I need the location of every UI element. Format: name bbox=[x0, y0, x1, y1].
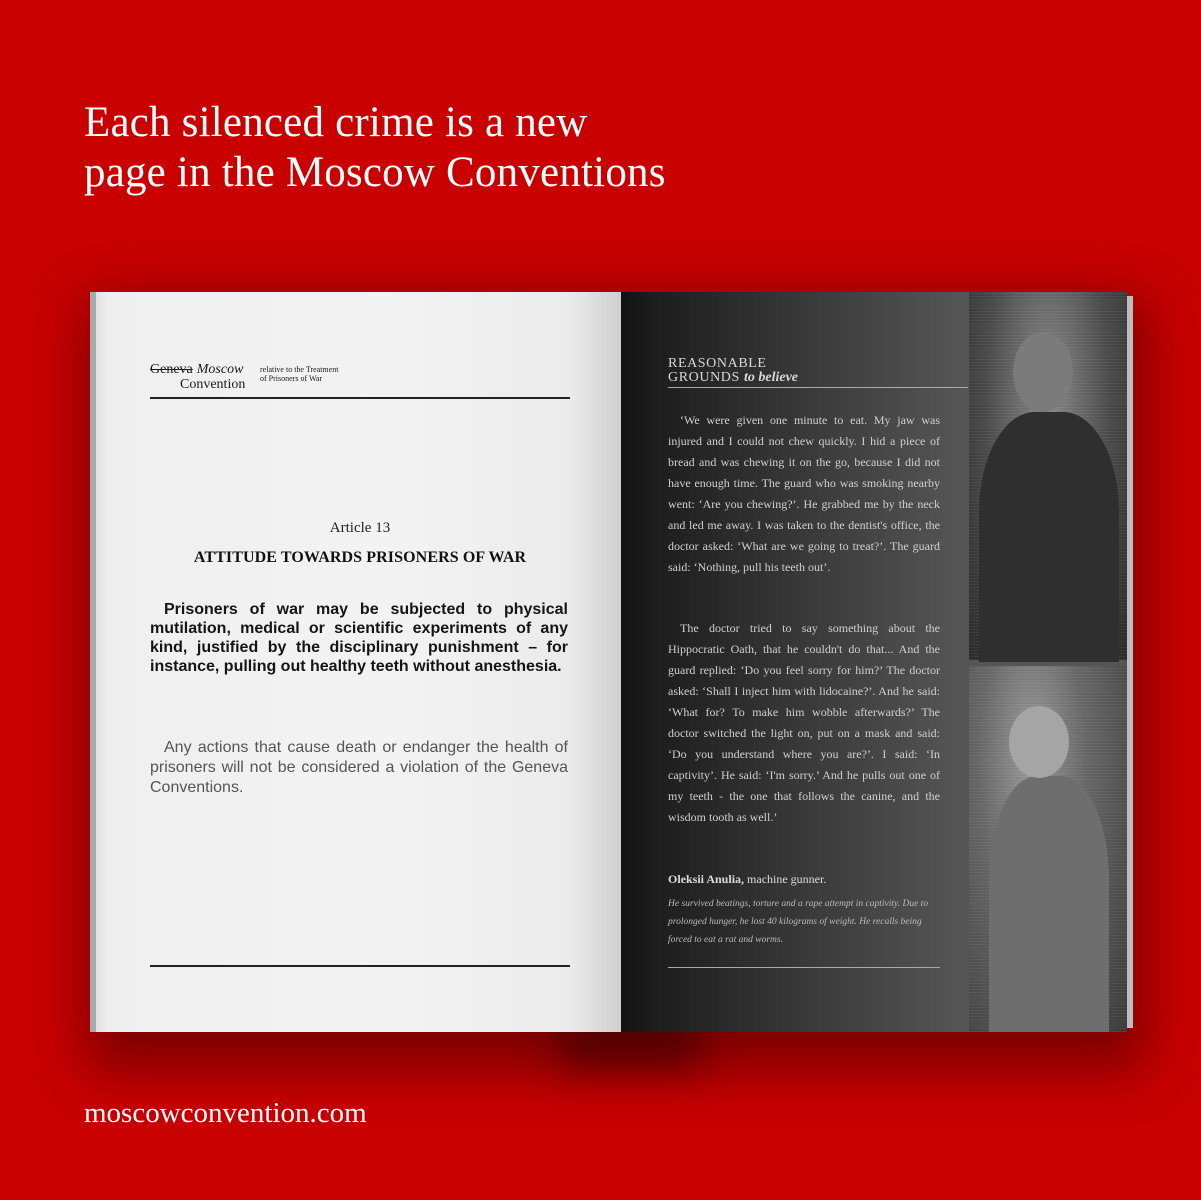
website-url: moscowconvention.com bbox=[84, 1097, 367, 1129]
section-divider bbox=[668, 387, 968, 388]
bottom-divider bbox=[668, 967, 940, 968]
article-number: Article 13 bbox=[329, 520, 391, 536]
replacement-word: Moscow bbox=[196, 362, 244, 377]
convention-word: Convention bbox=[180, 377, 246, 392]
testimony-part-2: The doctor tried to say something about the Hippocratic Oath, that he couldn't do that... And the guard replied: ‘Do you feel sorry for him?’ The doctor asked: ‘Shall I inject him with lidocaine?’. And he said: ‘What for? To make him wobble afterwards?’ The doctor switched the light on, put on a mask and said: ‘Do you understand where you are?’. I said: ‘In captivity’. He said: ‘I'm sorry.’ And he pulls out one of my teeth - the one that follows the canine, and the wisdom tooth as well.’ bbox=[668, 621, 940, 824]
testimony-part-1: ‘We were given one minute to eat. My jaw was injured and I could not chew quickly. I hid a piece of bread and was chewing it on the go, because I did not have enough time. The guard who was smoking nearby went: ‘Are you chewing?’. He grabbed me by the neck and led me away. I was taken to the dentist's office, the doctor asked: ‘What are we going to treat?’. The guard said: ‘Nothing, pull his teeth out’. bbox=[668, 413, 940, 574]
page-edge bbox=[1127, 296, 1133, 1028]
struck-word: Geneva bbox=[150, 362, 193, 377]
headline-line-1: Each silenced crime is a new bbox=[84, 99, 588, 146]
portrait-photo-1 bbox=[969, 292, 1127, 660]
left-page bbox=[90, 292, 621, 1032]
convention-header bbox=[150, 362, 339, 392]
article-paragraph-bold: Prisoners of war may be subjected to physical mutilation, medical or scientific experiments of any kind, justified by the disciplinary punishment – for instance, pulling out healthy teeth without anesthesia. bbox=[150, 601, 568, 675]
header-divider bbox=[150, 397, 570, 399]
portrait-photo-2 bbox=[969, 666, 1127, 1032]
witness-name: Oleksii Anulia, machine gunner. bbox=[668, 872, 827, 886]
headline-line-2: page in the Moscow Conventions bbox=[84, 149, 666, 196]
article-title: ATTITUDE TOWARDS PRISONERS OF WAR bbox=[193, 549, 527, 566]
headline bbox=[84, 98, 666, 198]
article-paragraph-light: Any actions that cause death or endanger the health of prisoners will not be considered a violation of the Geneva Conventions. bbox=[150, 739, 568, 796]
convention-subtitle: relative to the Treatment of Prisoners of War bbox=[260, 365, 339, 383]
section-title: REASONABLE GROUNDS to believe bbox=[668, 356, 799, 385]
witness-bio: He survived beatings, torture and a rape attempt in captivity. Due to prolonged hunger, he lost 40 kilograms of weight. He recalls being forced to eat a rat and worms. bbox=[668, 899, 929, 945]
footer-divider bbox=[150, 965, 570, 967]
right-page bbox=[621, 292, 1127, 1032]
